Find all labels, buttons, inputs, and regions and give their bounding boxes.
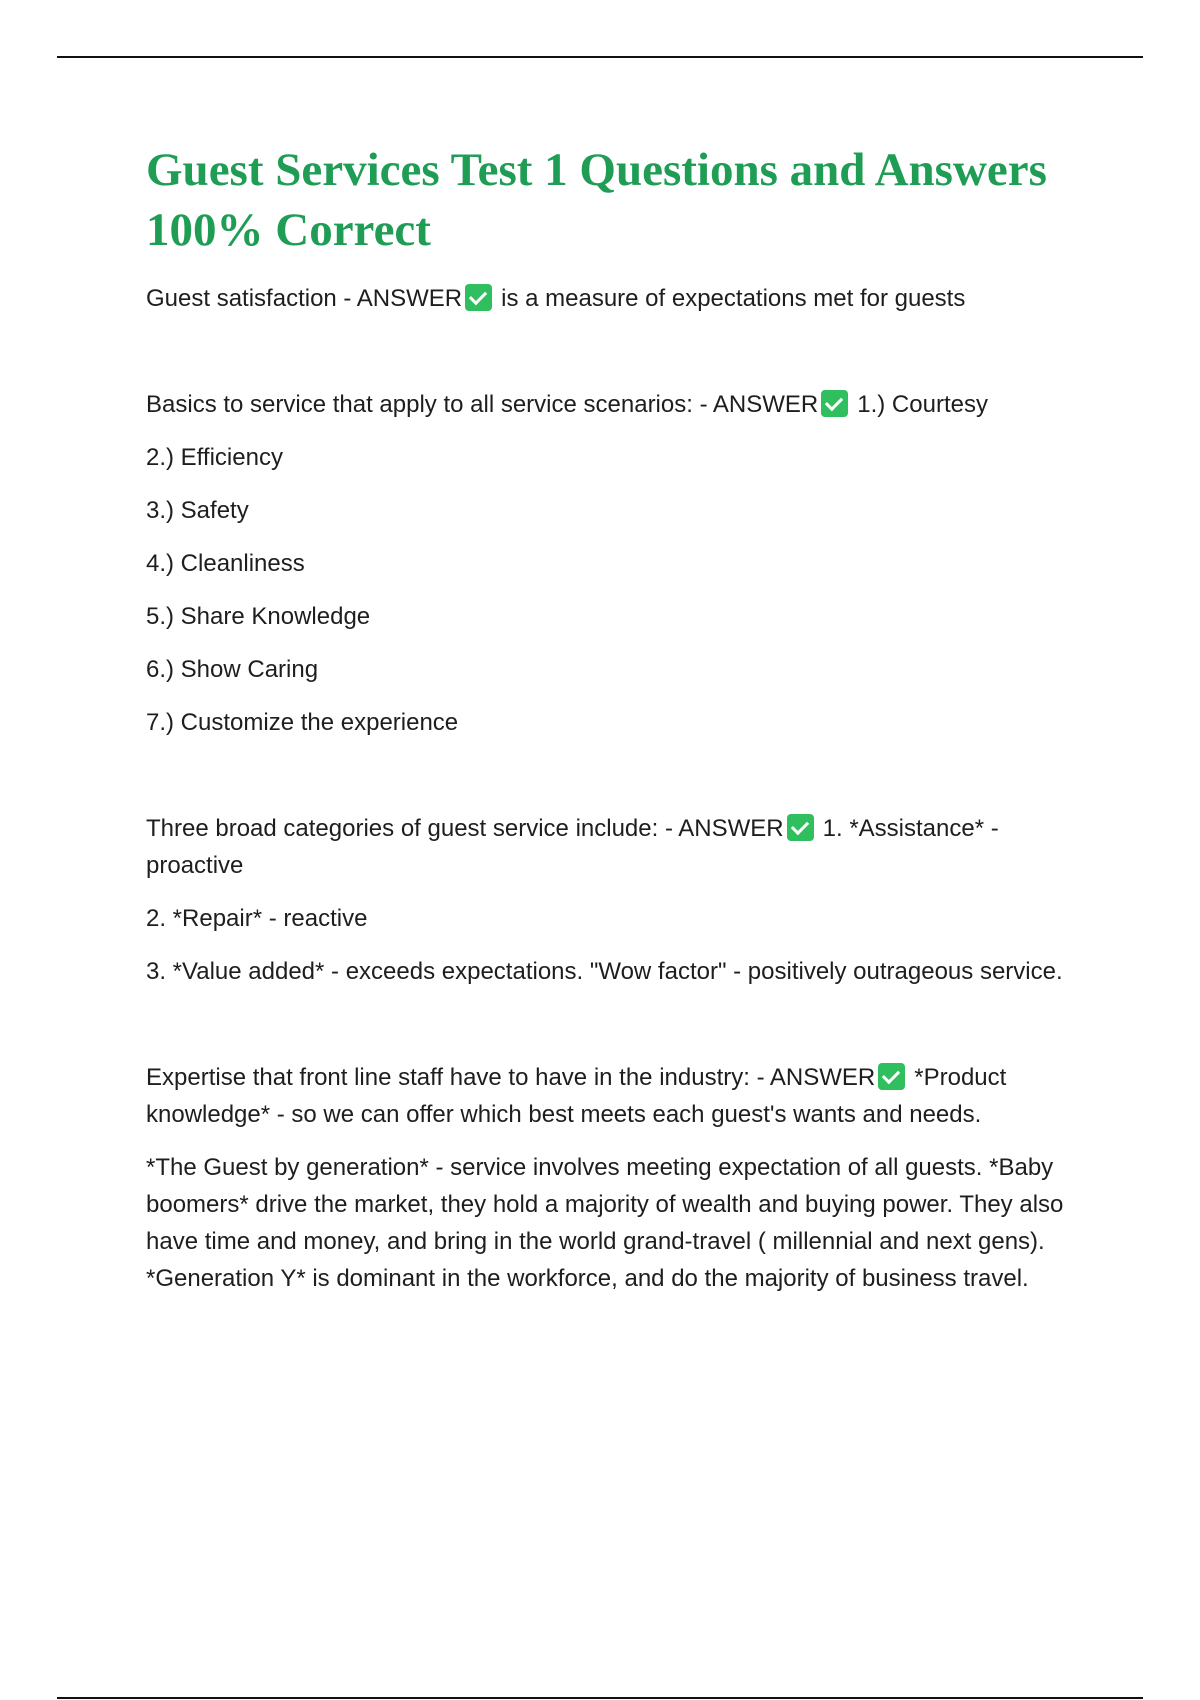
- qa-item: [146, 810, 1091, 990]
- check-mark-icon: [878, 1063, 905, 1090]
- check-mark-icon: [787, 814, 814, 841]
- check-mark-icon: [821, 390, 848, 417]
- spacer: [146, 757, 1091, 810]
- check-mark-icon: [465, 284, 492, 311]
- qa-item: [146, 386, 1091, 741]
- spacer: [146, 1006, 1091, 1059]
- answer-line: 3.) Safety: [146, 497, 249, 524]
- question-text: Basics to service that apply to all service scenarios: - ANSWER: [146, 391, 819, 418]
- answer-text: 1.) Courtesy: [857, 391, 988, 418]
- bottom-divider: [57, 1697, 1143, 1699]
- answer-line: 6.) Show Caring: [146, 656, 319, 683]
- answer-line: 2.) Efficiency: [146, 444, 283, 471]
- document-title: Guest Services Test 1 Questions and Answers 100% Correct: [146, 144, 1047, 256]
- answer-line: 4.) Cleanliness: [146, 550, 305, 577]
- qa-question-line: [146, 1059, 1091, 1133]
- answer-text: is a measure of expectations met for guests: [501, 285, 966, 312]
- document-body: [146, 140, 1091, 1313]
- answer-line: 2. *Repair* - reactive: [146, 905, 368, 932]
- qa-item: [146, 1059, 1091, 1297]
- answer-line: 5.) Share Knowledge: [146, 603, 371, 630]
- answer-line: 7.) Customize the experience: [146, 709, 459, 736]
- question-text: Three broad categories of guest service include: - ANSWER: [146, 815, 784, 842]
- answer-line: 3. *Value added* - exceeds expectations. "Wow factor" - positively outrageous service.: [146, 958, 1063, 985]
- spacer: [146, 333, 1091, 386]
- top-divider: [57, 56, 1143, 58]
- answer-line: *The Guest by generation* - service involves meeting expectation of all guests. *Baby boomers* drive the market, they hold a majority of wealth and buying power. They also have time and money, and bring in the world grand-travel ( millennial and next gens). *Generation Y* is dominant in the workforce, and do the majority of business travel.: [146, 1154, 1064, 1292]
- answer-text: 1. *Assistance* - proactive: [146, 815, 999, 879]
- answer-text: *Product knowledge* - so we can offer which best meets each guest's wants and needs.: [146, 1064, 1007, 1128]
- question-text: Guest satisfaction - ANSWER: [146, 285, 463, 312]
- qa-question-line: [146, 280, 1091, 317]
- qa-item: [146, 280, 1091, 317]
- qa-question-line: [146, 386, 1091, 423]
- qa-question-line: [146, 810, 1091, 884]
- question-text: Expertise that front line staff have to have in the industry: - ANSWER: [146, 1064, 876, 1091]
